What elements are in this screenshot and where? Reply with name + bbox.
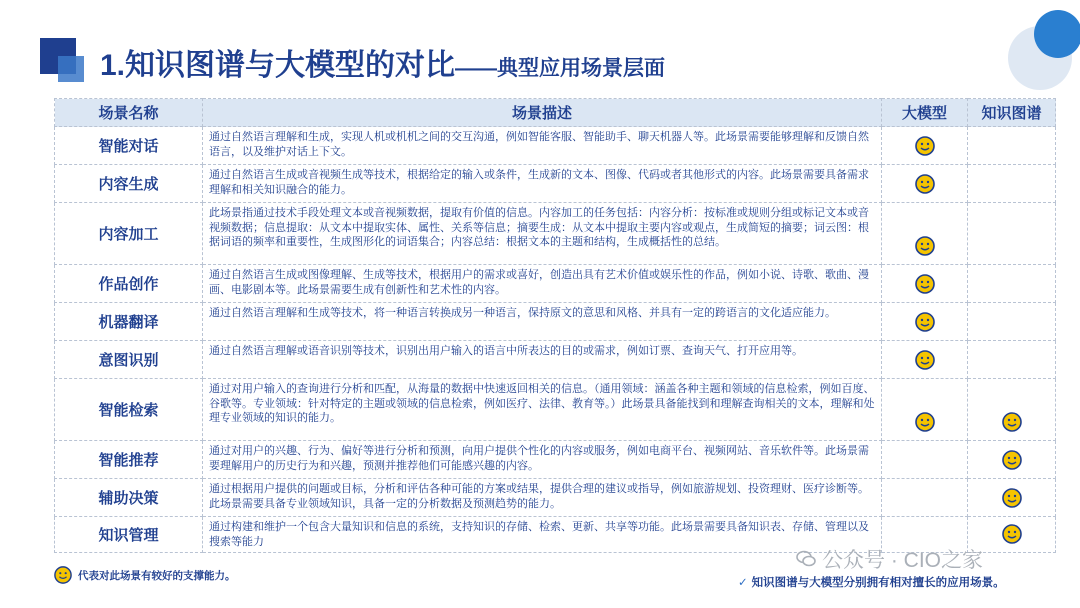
smiley-icon <box>1002 412 1022 432</box>
footer-note <box>738 574 1005 590</box>
table-row <box>55 303 1056 341</box>
smiley-icon <box>54 566 72 584</box>
scenario-description: 通过自然语言生成或音视频生成等技术，根据给定的输入或条件，生成新的文本、图像、代码或者其他形式的内容。此场景需要具备需求理解和相关知识融合的能力。 <box>203 165 882 203</box>
watermark <box>796 544 983 574</box>
table-row <box>55 203 1056 265</box>
kg-support-cell <box>968 203 1056 265</box>
check-icon: ✓ <box>738 577 748 589</box>
table-row <box>55 265 1056 303</box>
legend <box>54 566 236 584</box>
decorative-circles <box>950 0 1080 95</box>
smiley-icon <box>915 136 935 156</box>
smiley-icon <box>915 236 935 256</box>
scenario-name: 作品创作 <box>55 265 203 303</box>
title-accent-square-light <box>58 56 84 82</box>
table-row <box>55 379 1056 441</box>
table-row <box>55 341 1056 379</box>
llm-support-cell <box>882 341 968 379</box>
scenario-name: 智能对话 <box>55 127 203 165</box>
smiley-icon <box>1002 524 1022 544</box>
llm-support-cell <box>882 127 968 165</box>
wechat-icon <box>796 550 816 568</box>
kg-support-cell <box>968 379 1056 441</box>
scenario-description: 通过构建和维护一个包含大量知识和信息的系统，支持知识的存储、检索、更新、共享等功能。此场景需要具备知识表、存储、管理以及搜索等能力 <box>203 517 882 553</box>
llm-support-cell <box>882 203 968 265</box>
kg-support-cell <box>968 341 1056 379</box>
kg-support-cell <box>968 441 1056 479</box>
column-header: 知识图谱 <box>968 99 1056 127</box>
kg-support-cell <box>968 127 1056 165</box>
llm-support-cell <box>882 479 968 517</box>
scenario-name: 智能推荐 <box>55 441 203 479</box>
scenario-name: 知识管理 <box>55 517 203 553</box>
scenario-name: 辅助决策 <box>55 479 203 517</box>
scenario-description: 通过对用户的兴趣、行为、偏好等进行分析和预测，向用户提供个性化的内容或服务，例如电商平台、视频网站、音乐软件等。此场景需要理解用户的历史行为和兴趣，预测并推荐他们可能感兴趣的内容。 <box>203 441 882 479</box>
title-main: 1.知识图谱与大模型的对比 <box>100 49 456 82</box>
page-title <box>100 40 665 84</box>
llm-support-cell <box>882 303 968 341</box>
smiley-icon <box>1002 450 1022 470</box>
table-header-row <box>55 99 1056 127</box>
scenario-description: 此场景指通过技术手段处理文本或音视频数据，提取有价值的信息。内容加工的任务包括：内容分析：按标准或规则分组或标记文本或音视频数据；信息提取：从文本中提取实体、属性、关系等信息；摘要生成：从文本中提取主要内容或观点，生成简短的摘要；词云图：根据词语的频率和重要性，生成图形化的词语集合；内容总结：根据文本的主题和结构，生成概括性的总结。 <box>203 203 882 265</box>
scenario-description: 通过对用户输入的查询进行分析和匹配，从海量的数据中快速返回相关的信息。（通用领域：涵盖各种主题和领域的信息检索，例如百度、谷歌等。专业领域：针对特定的主题或领域的信息检索，例如医疗、法律、教育等。）此场景具备能找到和理解查询相关的文本，理解和处理专业领域的知识的能力。 <box>203 379 882 441</box>
llm-support-cell <box>882 441 968 479</box>
smiley-icon <box>915 412 935 432</box>
scenario-name: 机器翻译 <box>55 303 203 341</box>
llm-support-cell <box>882 379 968 441</box>
scenario-name: 内容生成 <box>55 165 203 203</box>
kg-support-cell <box>968 303 1056 341</box>
table-row <box>55 127 1056 165</box>
column-header: 场景名称 <box>55 99 203 127</box>
column-header: 场景描述 <box>203 99 882 127</box>
kg-support-cell <box>968 479 1056 517</box>
watermark-text: 公众号 · CIO之家 <box>822 549 983 572</box>
scenario-description: 通过自然语言生成或图像理解、生成等技术，根据用户的需求或喜好，创造出具有艺术价值或娱乐性的作品，例如小说、诗歌、歌曲、漫画、电影剧本等。此场景需要生成有创新性和艺术性的内容。 <box>203 265 882 303</box>
llm-support-cell <box>882 165 968 203</box>
smiley-icon <box>1002 488 1022 508</box>
table-row <box>55 479 1056 517</box>
scenario-description: 通过自然语言理解和生成，实现人机或机机之间的交互沟通，例如智能客服、智能助手、聊天机器人等。此场景需要能够理解和反馈自然语言，以及维护对话上下文。 <box>203 127 882 165</box>
comparison-table <box>54 98 1055 553</box>
scenario-description: 通过自然语言理解和生成等技术，将一种语言转换成另一种语言，保持原文的意思和风格、并具有一定的跨语言的文化适应能力。 <box>203 303 882 341</box>
smiley-icon <box>915 274 935 294</box>
llm-support-cell <box>882 265 968 303</box>
scenario-name: 意图识别 <box>55 341 203 379</box>
smiley-icon <box>915 350 935 370</box>
smiley-icon <box>915 174 935 194</box>
legend-text: 代表对此场景有较好的支撑能力。 <box>78 569 236 582</box>
table-row <box>55 165 1056 203</box>
smiley-icon <box>915 312 935 332</box>
column-header: 大模型 <box>882 99 968 127</box>
kg-support-cell <box>968 265 1056 303</box>
scenario-name: 智能检索 <box>55 379 203 441</box>
scenario-name: 内容加工 <box>55 203 203 265</box>
title-subtitle: ——典型应用场景层面 <box>455 57 666 80</box>
footer-note-text: 知识图谱与大模型分别拥有相对擅长的应用场景。 <box>751 577 1005 589</box>
kg-support-cell <box>968 165 1056 203</box>
table-row <box>55 441 1056 479</box>
scenario-description: 通过自然语言理解或语音识别等技术，识别出用户输入的语言中所表达的目的或需求，例如订票、查询天气、打开应用等。 <box>203 341 882 379</box>
scenario-description: 通过根据用户提供的问题或目标，分析和评估各种可能的方案或结果，提供合理的建议或指导，例如旅游规划、投资理财、医疗诊断等。此场景需要具备专业领域知识，具备一定的分析数据及预测趋势的能力。 <box>203 479 882 517</box>
